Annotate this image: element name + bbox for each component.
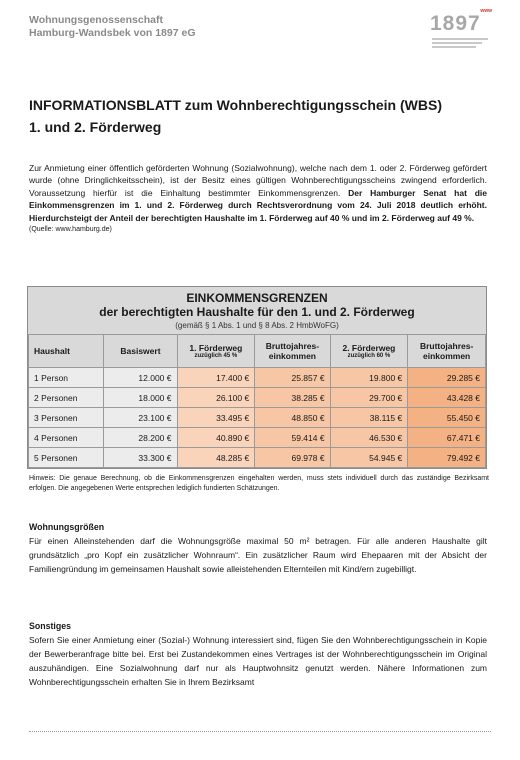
income-limits-table: [27, 286, 487, 469]
cell-foerderweg-2: 46.530 €: [330, 428, 408, 448]
col-foerderweg-1: [177, 335, 255, 368]
cell-foerderweg-2: 19.800 €: [330, 368, 408, 388]
source-note: (Quelle: www.hamburg.de): [29, 226, 112, 234]
section-sonstiges: [29, 619, 487, 689]
logo-stripe: [432, 42, 482, 44]
col-haushalt: Haushalt: [29, 335, 104, 368]
col-foerderweg-2: [330, 335, 408, 368]
title-line-2: 1. und 2. Förderweg: [29, 119, 162, 135]
table-header-row: [29, 335, 486, 368]
organization-name: [29, 14, 196, 40]
cell-haushalt: 3 Personen: [29, 408, 104, 428]
footer-divider: [29, 731, 491, 732]
col-brutto-1: Bruttojahres- einkommen: [255, 335, 330, 368]
cell-foerderweg-2: 38.115 €: [330, 408, 408, 428]
org-line-2: Hamburg-Wandsbek von 1897 eG: [29, 27, 196, 39]
table-title: EINKOMMENSGRENZEN: [186, 291, 328, 305]
col-brutto-2: Bruttojahres- einkommen: [408, 335, 486, 368]
col-foerderweg-2-label: 2. Förderweg: [342, 343, 396, 353]
logo-stripe: [432, 46, 476, 48]
cell-basiswert: 28.200 €: [104, 428, 177, 448]
cell-brutto-1: 59.414 €: [255, 428, 330, 448]
cell-basiswert: 23.100 €: [104, 408, 177, 428]
org-line-1: Wohnungsgenossenschaft: [29, 14, 163, 26]
section-heading: Wohnungsgrößen: [29, 522, 105, 532]
table-row: [29, 448, 486, 468]
table-row: [29, 388, 486, 408]
cell-foerderweg-1: 26.100 €: [177, 388, 255, 408]
cell-foerderweg-1: 40.890 €: [177, 428, 255, 448]
cell-brutto-1: 38.285 €: [255, 388, 330, 408]
cell-brutto-2: 29.285 €: [408, 368, 486, 388]
company-logo: [430, 8, 494, 48]
cell-foerderweg-2: 54.945 €: [330, 448, 408, 468]
cell-brutto-2: 43.428 €: [408, 388, 486, 408]
page-title: [29, 94, 442, 138]
col-foerderweg-1-label: 1. Förderweg: [189, 343, 243, 353]
table-hint: Hinweis: Die genaue Berechnung, ob die Einkommensgrenzen eingehalten werden, muss stets individuell durch das zuständige Bezirksamt erfolgen. Die angegebenen Werte entsprechen lediglich fundierten Schätzungen.: [29, 475, 489, 492]
cell-haushalt: 4 Personen: [29, 428, 104, 448]
col-foerderweg-1-note: zuzüglich 45 %: [194, 353, 238, 359]
cell-brutto-1: 25.857 €: [255, 368, 330, 388]
cell-basiswert: 18.000 €: [104, 388, 177, 408]
cell-foerderweg-1: 33.495 €: [177, 408, 255, 428]
cell-brutto-2: 67.471 €: [408, 428, 486, 448]
col-foerderweg-2-note: zuzüglich 60 %: [347, 353, 391, 359]
intro-paragraph: [29, 162, 487, 236]
cell-haushalt: 1 Person: [29, 368, 104, 388]
cell-brutto-2: 55.450 €: [408, 408, 486, 428]
cell-haushalt: 5 Personen: [29, 448, 104, 468]
income-table: [28, 334, 486, 468]
section-wohnungsgroessen: [29, 520, 487, 576]
section-heading: Sonstiges: [29, 621, 72, 631]
logo-number: 1897: [430, 12, 481, 35]
intro-bold-text: Der Hamburger Senat hat die Einkommensgrenzen im 1. und 2. Förderweg durch Rechtsverordnung vom 24. Juli 2018 deutlich erhöht. Hierdurchsteigt der Anteil der berechtigten Haushalte im 1. Förderweg auf 40 % und im 2. Förderweg auf 49 %.: [29, 187, 488, 223]
col-basiswert: Basiswert: [104, 335, 177, 368]
cell-foerderweg-1: 17.400 €: [177, 368, 255, 388]
section-text: Für einen Alleinstehenden darf die Wohnungsgröße maximal 50 m² betragen. Für alle anderen Haushalte gilt grundsätzlich „pro Kopf ein zusätzlicher Wohnraum“. Ein zusätzlicher Raum wird Ehepaaren mit der Absicht der Familiengründung im gemeinsamen Haushalt sowie alleistehenden Elternteilen mit Kind/ern zugebilligt.: [29, 536, 487, 574]
table-row: [29, 428, 486, 448]
cell-foerderweg-2: 29.700 €: [330, 388, 408, 408]
logo-www: www: [480, 8, 492, 14]
cell-haushalt: 2 Personen: [29, 388, 104, 408]
table-row: [29, 368, 486, 388]
cell-brutto-1: 48.850 €: [255, 408, 330, 428]
cell-brutto-1: 69.978 €: [255, 448, 330, 468]
logo-stripe: [432, 38, 488, 40]
table-subtitle: (gemäß § 1 Abs. 1 und § 8 Abs. 2 HmbWoFG): [175, 321, 339, 330]
cell-basiswert: 33.300 €: [104, 448, 177, 468]
table-title-2: der berechtigten Haushalte für den 1. und 2. Förderweg: [99, 305, 415, 319]
table-header: [28, 287, 486, 334]
cell-brutto-2: 79.492 €: [408, 448, 486, 468]
cell-basiswert: 12.000 €: [104, 368, 177, 388]
intro-text: Zur Anmietung einer öffentlich geförderten Wohnung (Sozialwohnung), welche nach dem 1. oder 2. Förderweg gefördert wurde (ohne Dringlichkeitsschein), ist der Besitz eines gültigen Wohnberechtigungsscheins zwingend erforderlich. Voraussetzung hierfür ist die Einhaltung bestimmter Einkommensgrenzen.: [29, 163, 487, 198]
title-line-1: INFORMATIONSBLATT zum Wohnberechtigungsschein (WBS): [29, 97, 442, 113]
cell-foerderweg-1: 48.285 €: [177, 448, 255, 468]
table-row: [29, 408, 486, 428]
section-text: Sofern Sie einer Anmietung einer (Sozial-) Wohnung interessiert sind, fügen Sie den Wohnberechtigungsschein in Kopie der Bewerberanfrage bitte bei. Erst bei Zustandekommen eines Vertrages ist der Wohnberechtigungsschein im Original auszuhändigen. Eine Sozialwohnung darf nur als Hauptwohnsitz genutzt werden. Nähere Informationen zum Wohnberechtigungsschein erhalten Sie in Ihrem Bezirksamt: [29, 635, 487, 687]
